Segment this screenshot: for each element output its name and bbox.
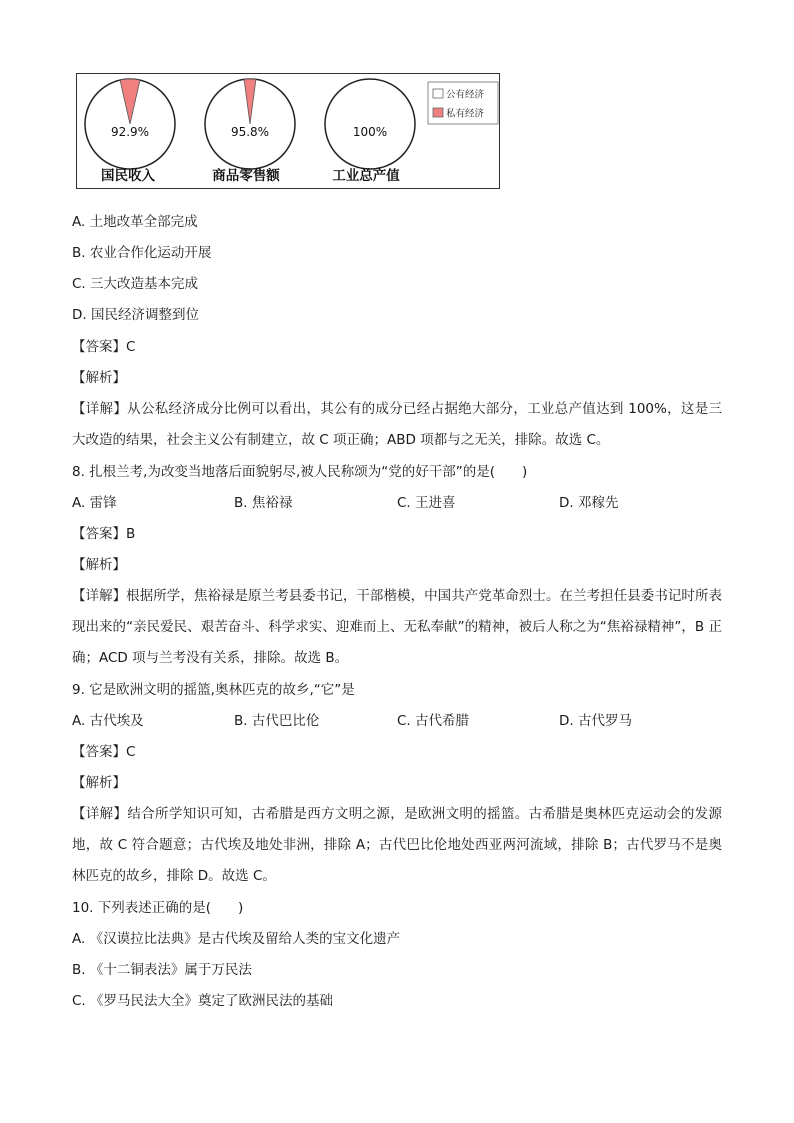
pie-category-label: 商品零售额 <box>212 168 280 184</box>
q9-option-c: C. 古代希腊 <box>397 713 470 729</box>
q7-option-a: A. 土地改革全部完成 <box>72 214 198 230</box>
legend-label: 公有经济 <box>446 89 485 101</box>
q9-detail: 【详解】结合所学知识可知，古希腊是西方文明之源，是欧洲文明的摇篮。古希腊是奥林匹克运动会的发源地，故 C 符合题意；古代埃及地处非洲，排除 A；古代巴比伦地处西亚两河流域，排除 B；古代罗马不是奥林匹克的故乡，排除 D。故选 C。 <box>72 806 722 884</box>
q8-option-a: A. 雷锋 <box>72 495 117 511</box>
pie-1 <box>85 79 175 184</box>
pie-category-label: 国民收入 <box>101 168 155 184</box>
chart-legend <box>428 82 498 124</box>
q10-stem: 10. 下列表述正确的是( ) <box>72 900 244 916</box>
q8-stem: 8. 扎根兰考,为改变当地落后面貌躬尽,被人民称颂为“党的好干部”的是( ) <box>72 464 528 480</box>
pie-percent-label: 92.9% <box>110 125 150 139</box>
q9-option-d: D. 古代罗马 <box>559 713 632 729</box>
q9-options <box>72 711 732 731</box>
pie-percent-label: 95.8% <box>230 125 270 139</box>
q9-stem: 9. 它是欧洲文明的摇篮,奥林匹克的故乡,“它”是 <box>72 682 355 698</box>
pie-percent-label: 100% <box>352 125 388 139</box>
q8-option-b: B. 焦裕禄 <box>234 495 293 511</box>
q9-option-b: B. 古代巴比伦 <box>234 713 320 729</box>
legend-swatch <box>433 89 443 98</box>
pie-3 <box>325 79 415 184</box>
pie-chart-figure <box>76 73 500 189</box>
pie-2 <box>205 79 295 184</box>
q10-option-b: B. 《十二铜表法》属于万民法 <box>72 962 252 978</box>
q7-answer: 【答案】C <box>72 339 136 355</box>
legend-label: 私有经济 <box>446 108 485 120</box>
pie-chart-svg <box>77 74 501 190</box>
pie-slice-public <box>325 79 415 169</box>
q7-option-c: C. 三大改造基本完成 <box>72 276 199 292</box>
q8-analysis-label: 【解析】 <box>72 557 126 573</box>
q7-option-b: B. 农业合作化运动开展 <box>72 245 212 261</box>
q10-option-c: C. 《罗马民法大全》奠定了欧洲民法的基础 <box>72 993 334 1009</box>
q8-answer: 【答案】B <box>72 526 136 542</box>
q7-analysis-label: 【解析】 <box>72 370 126 386</box>
q8-detail: 【详解】根据所学，焦裕禄是原兰考县委书记，干部楷模，中国共产党革命烈士。在兰考担任县委书记时所表现出来的“亲民爱民、艰苦奋斗、科学求实、迎难而上、无私奉献”的精神，被后人称之为“焦裕禄精神”，B 正确；ACD 项与兰考没有关系，排除。故选 B。 <box>72 588 722 666</box>
pie-category-label: 工业总产值 <box>332 168 400 184</box>
q7-detail: 【详解】从公私经济成分比例可以看出，其公有的成分已经占据绝大部分，工业总产值达到 100%，这是三大改造的结果，社会主义公有制建立，故 C 项正确；ABD 项都与之无关，排除。故选 C。 <box>72 401 722 448</box>
q10-option-a: A. 《汉谟拉比法典》是古代埃及留给人类的宝文化遗产 <box>72 931 401 947</box>
q8-option-c: C. 王进喜 <box>397 495 456 511</box>
q9-analysis-label: 【解析】 <box>72 775 126 791</box>
legend-swatch <box>433 108 443 117</box>
q8-options <box>72 493 732 513</box>
q9-answer: 【答案】C <box>72 744 136 760</box>
q8-option-d: D. 邓稼先 <box>559 495 619 511</box>
q7-option-d: D. 国民经济调整到位 <box>72 307 199 323</box>
q9-option-a: A. 古代埃及 <box>72 713 144 729</box>
